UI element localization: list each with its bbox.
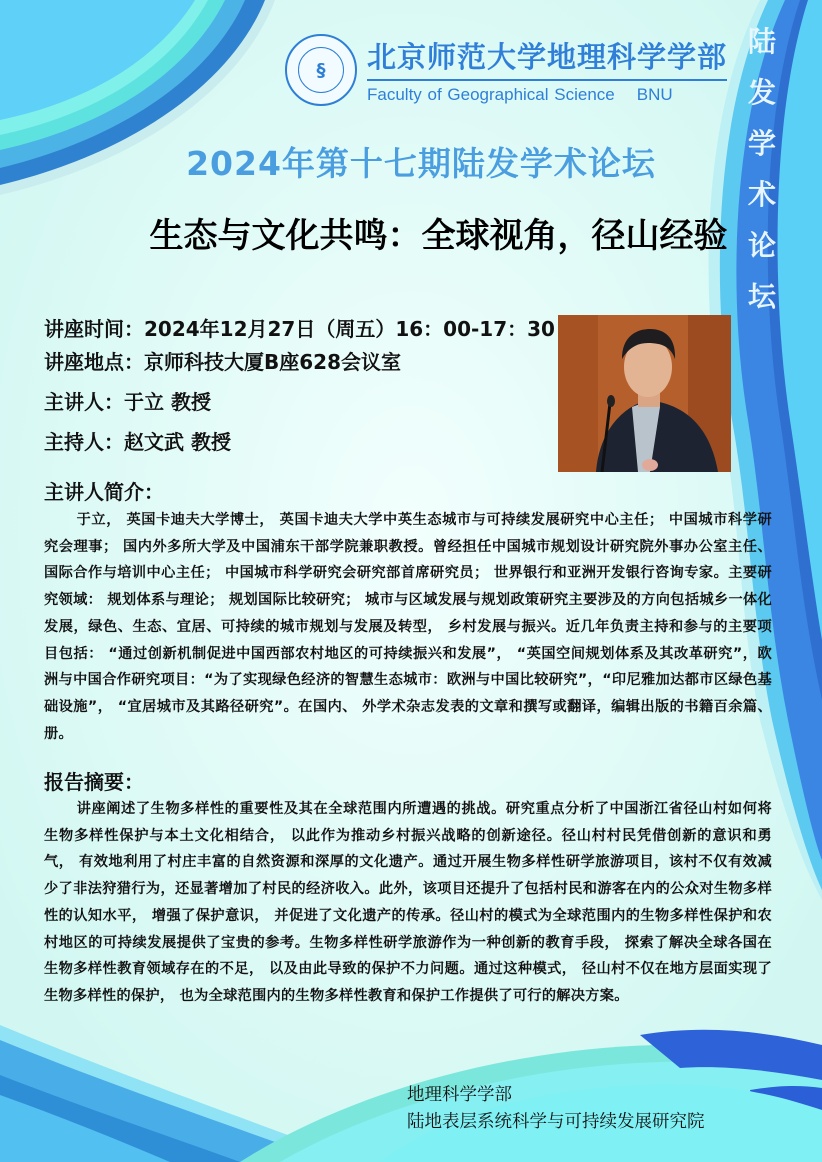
- series-title: 2024年第十七期陆发学术论坛: [186, 144, 656, 183]
- lecture-time: 讲座时间：2024年12月27日（周五）16：00-17：30: [44, 317, 555, 341]
- side-char: 发: [747, 76, 776, 109]
- emblem-inner: §: [298, 47, 344, 93]
- side-char: 术: [747, 178, 776, 211]
- university-logo: [285, 34, 727, 106]
- side-char: 陆: [747, 25, 776, 58]
- organizer-institute: 陆地表层系统科学与可持续发展研究院: [407, 1112, 705, 1132]
- logo-chinese-name: 北京师范大学地理科学学部: [367, 35, 727, 81]
- side-char: 坛: [747, 280, 776, 313]
- organizer-footer: [407, 1082, 705, 1136]
- logo-english-faculty: Faculty of Geographical Science: [367, 85, 615, 104]
- lecture-title: 生态与文化共鸣：全球视角，径山经验: [149, 216, 728, 256]
- speaker-photo: [558, 315, 731, 472]
- bnu-emblem-icon: [285, 34, 357, 106]
- abstract-text: 讲座阐述了生物多样性的重要性及其在全球范围内所遭遇的挑战。研究重点分析了中国浙江省径山村如何将生物多样性保护与本土文化相结合， 以此作为推动乡村振兴战略的创新途径。径山村村民凭借创新的意识和勇气， 有效地利用了村庄丰富的自然资源和深厚的文化遗产。通过开展生物多样性研学旅游项目，该村不仅有效减少了非法狩猎行为，还显著增加了村民的经济收入。此外，该项目还提升了包括村民和游客在内的公众对生物多样性的认知水平， 增强了保护意识， 并促进了文化遗产的传承。径山村的模式为全球范围内的生物多样性保护和农村地区的可持续发展提供了宝贵的参考。生物多样性研学旅游作为一种创新的教育手段， 探索了解决全球各国在生物多样性教育领域存在的不足， 以及由此导致的保护不力问题。通过这种模式， 径山村不仅在地方层面实现了生物多样性的保护， 也为全球范围内的生物多样性教育和保护工作提供了可行的解决方案。: [44, 801, 772, 1004]
- organizer-faculty: 地理科学学部: [407, 1085, 512, 1105]
- logo-text: [367, 35, 727, 105]
- event-info: [44, 313, 555, 459]
- lecture-speaker: 主讲人：于立 教授: [44, 390, 211, 414]
- speaker-photo-illustration: [558, 315, 731, 472]
- bio-heading: 主讲人简介：: [44, 480, 164, 504]
- lecture-location: 讲座地点：京师科技大厦B座628会议室: [44, 350, 401, 374]
- abstract-heading: 报告摘要：: [44, 770, 144, 794]
- lecture-host: 主持人：赵文武 教授: [44, 430, 231, 454]
- bio-text: 于立， 英国卡迪夫大学博士， 英国卡迪夫大学中英生态城市与可持续发展研究中心主任； 中国城市科学研究会理事； 国内外多所大学及中国浦东干部学院兼职教授。曾经担任中国城市规划设计研究院外事办公室主任、国际合作与培训中心主任； 中国城市科学研究会研究部首席研究员； 世界银行和亚洲开发银行咨询专家。主要研究领域： 规划体系与理论； 规划国际比较研究； 城市与区域发展与规划政策研究主要涉及的方向包括城乡一体化发展，绿色、生态、宜居、可持续的城市规划与发展及转型， 乡村发展与振兴。近几年负责主持和参与的主要项目包括： “通过创新机制促进中国西部农村地区的可持续振兴和发展”， “英国空间规划体系及其改革研究”，欧洲与中国合作研究项目：“为了实现绿色经济的智慧生态城市：欧洲与中国比较研究”，“印尼雅加达都市区绿色基础设施”， “宜居城市及其路径研究”。在国内、 外学术杂志发表的文章和撰写或翻译，编辑出版的书籍百余篇、册。: [44, 512, 772, 742]
- logo-english-name: [367, 85, 727, 105]
- side-char: 学: [747, 127, 776, 160]
- side-char: 论: [747, 229, 776, 262]
- logo-abbr: BNU: [636, 85, 673, 104]
